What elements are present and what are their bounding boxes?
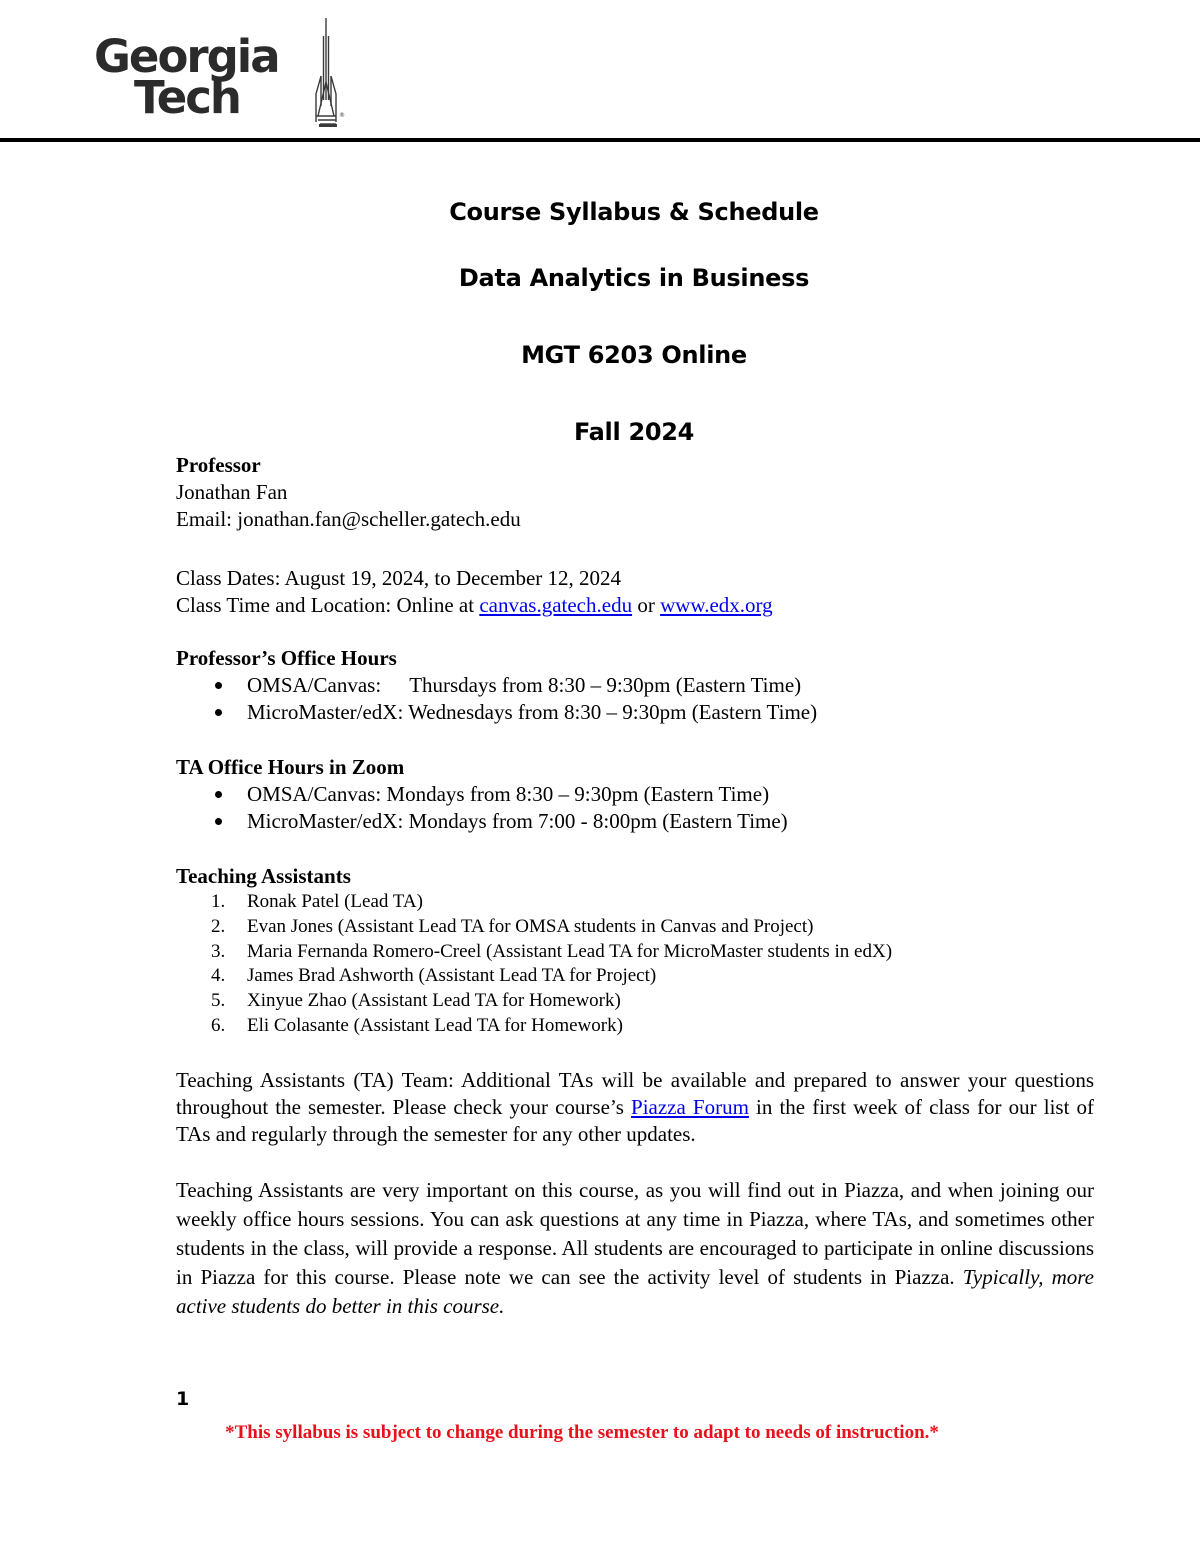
office-hours-heading: Professor’s Office Hours	[176, 646, 397, 670]
title-term: Fall 2024	[573, 418, 695, 446]
ta-importance-paragraph	[176, 1176, 1094, 1321]
ta-entry: Eli Colasante (Assistant Lead TA for Homework)	[247, 1014, 623, 1036]
email-label: Email:	[176, 507, 232, 531]
list-number: 2.	[211, 915, 226, 937]
ta-importance-text: Teaching Assistants are very important on this course, as you will find out in Piazza, and when joining our weekly office hours sessions. You can ask questions at any time in Piazza, where TAs, and sometimes other students in the class, will provide a response. All students are encouraged to participate in online discussions in Piazza for this course. Please note we can see the activity level of students in Piazza.	[176, 1178, 1094, 1289]
list-item	[176, 672, 1094, 699]
office-hours-list	[176, 672, 1094, 726]
office-hours-text: Wednesdays from 8:30 – 9:30pm (Eastern Time)	[408, 700, 818, 724]
class-time-prefix: Class Time and Location: Online at	[176, 593, 475, 617]
svg-text:®: ®	[339, 112, 345, 119]
class-time-location	[176, 592, 1094, 619]
ta-team-text-before: Teaching Assistants (TA) Team: Additional TAs will be available and prepared to answer your questions throughout the semester. Please check your course’s	[176, 1068, 1094, 1119]
office-hours-label: OMSA/Canvas:	[247, 673, 382, 697]
teaching-assistants-list	[176, 890, 1094, 1039]
ta-entry: Evan Jones (Assistant Lead TA for OMSA students in Canvas and Project)	[247, 915, 814, 937]
list-item	[176, 699, 1094, 726]
office-hours-text: Thursdays from 8:30 – 9:30pm (Eastern Time)	[409, 673, 802, 697]
tech-tower-spire-icon	[312, 16, 362, 128]
canvas-link[interactable]: canvas.gatech.edu	[479, 593, 633, 617]
piazza-forum-link[interactable]: Piazza Forum	[631, 1095, 749, 1119]
list-number: 3.	[211, 940, 226, 962]
header-divider	[0, 138, 1200, 142]
georgia-tech-logo	[94, 16, 364, 128]
ta-entry: Xinyue Zhao (Assistant Lead TA for Homework)	[247, 990, 621, 1012]
ta-entry: Ronak Patel (Lead TA)	[247, 891, 423, 912]
professor-section	[176, 452, 1094, 533]
title-course-name: Data Analytics in Business	[458, 264, 810, 292]
list-item: OMSA/Canvas: Mondays from 8:30 – 9:30pm (Eastern Time)	[176, 781, 1094, 808]
list-item	[176, 1014, 1094, 1039]
professor-email-line	[176, 506, 1094, 533]
ta-hours-heading: TA Office Hours in Zoom	[176, 755, 405, 779]
ta-importance-italic: Typically, more active students do better in this course.	[176, 1265, 1094, 1318]
list-item	[176, 915, 1094, 940]
list-number: 4.	[211, 965, 226, 987]
list-item	[176, 989, 1094, 1014]
office-hours-label: MicroMaster/edX:	[247, 700, 404, 724]
ta-hours-section	[176, 754, 1094, 835]
professor-email: jonathan.fan@scheller.gatech.edu	[237, 507, 521, 531]
title-course-syllabus: Course Syllabus & Schedule	[449, 198, 819, 226]
page-number: 1	[176, 1388, 190, 1410]
edx-link[interactable]: www.edx.org	[660, 593, 773, 617]
class-info-section	[176, 565, 1094, 619]
professor-heading: Professor	[176, 453, 261, 477]
ta-entry: James Brad Ashworth (Assistant Lead TA for Project)	[247, 965, 657, 987]
syllabus-disclaimer: *This syllabus is subject to change during the semester to adapt to needs of instruction.*	[225, 1422, 939, 1443]
or-text: or	[637, 593, 655, 617]
ta-hours-list	[176, 781, 1094, 835]
list-item	[176, 940, 1094, 965]
list-number: 6.	[211, 1014, 226, 1036]
ta-team-paragraph	[176, 1067, 1094, 1148]
ta-team-text-after: in the first week of class for our list of TAs and regularly through the semester for any other updates.	[176, 1095, 1095, 1146]
office-hours-section	[176, 645, 1094, 726]
list-item	[176, 890, 1094, 915]
list-number: 1.	[211, 891, 226, 912]
logo-text-georgia: Georgia	[94, 30, 279, 83]
logo-text-tech: Tech	[134, 71, 240, 124]
list-item: MicroMaster/edX: Mondays from 7:00 - 8:00pm (Eastern Time)	[176, 808, 1094, 835]
teaching-assistants-section	[176, 863, 1094, 1039]
teaching-assistants-heading: Teaching Assistants	[176, 864, 351, 888]
professor-name: Jonathan Fan	[176, 480, 288, 504]
ta-entry: Maria Fernanda Romero-Creel (Assistant Lead TA for MicroMaster students in edX)	[247, 940, 893, 962]
class-dates: Class Dates: August 19, 2024, to December 12, 2024	[176, 566, 622, 590]
list-item	[176, 964, 1094, 989]
list-number: 5.	[211, 990, 226, 1012]
title-course-code: MGT 6203 Online	[521, 341, 747, 369]
